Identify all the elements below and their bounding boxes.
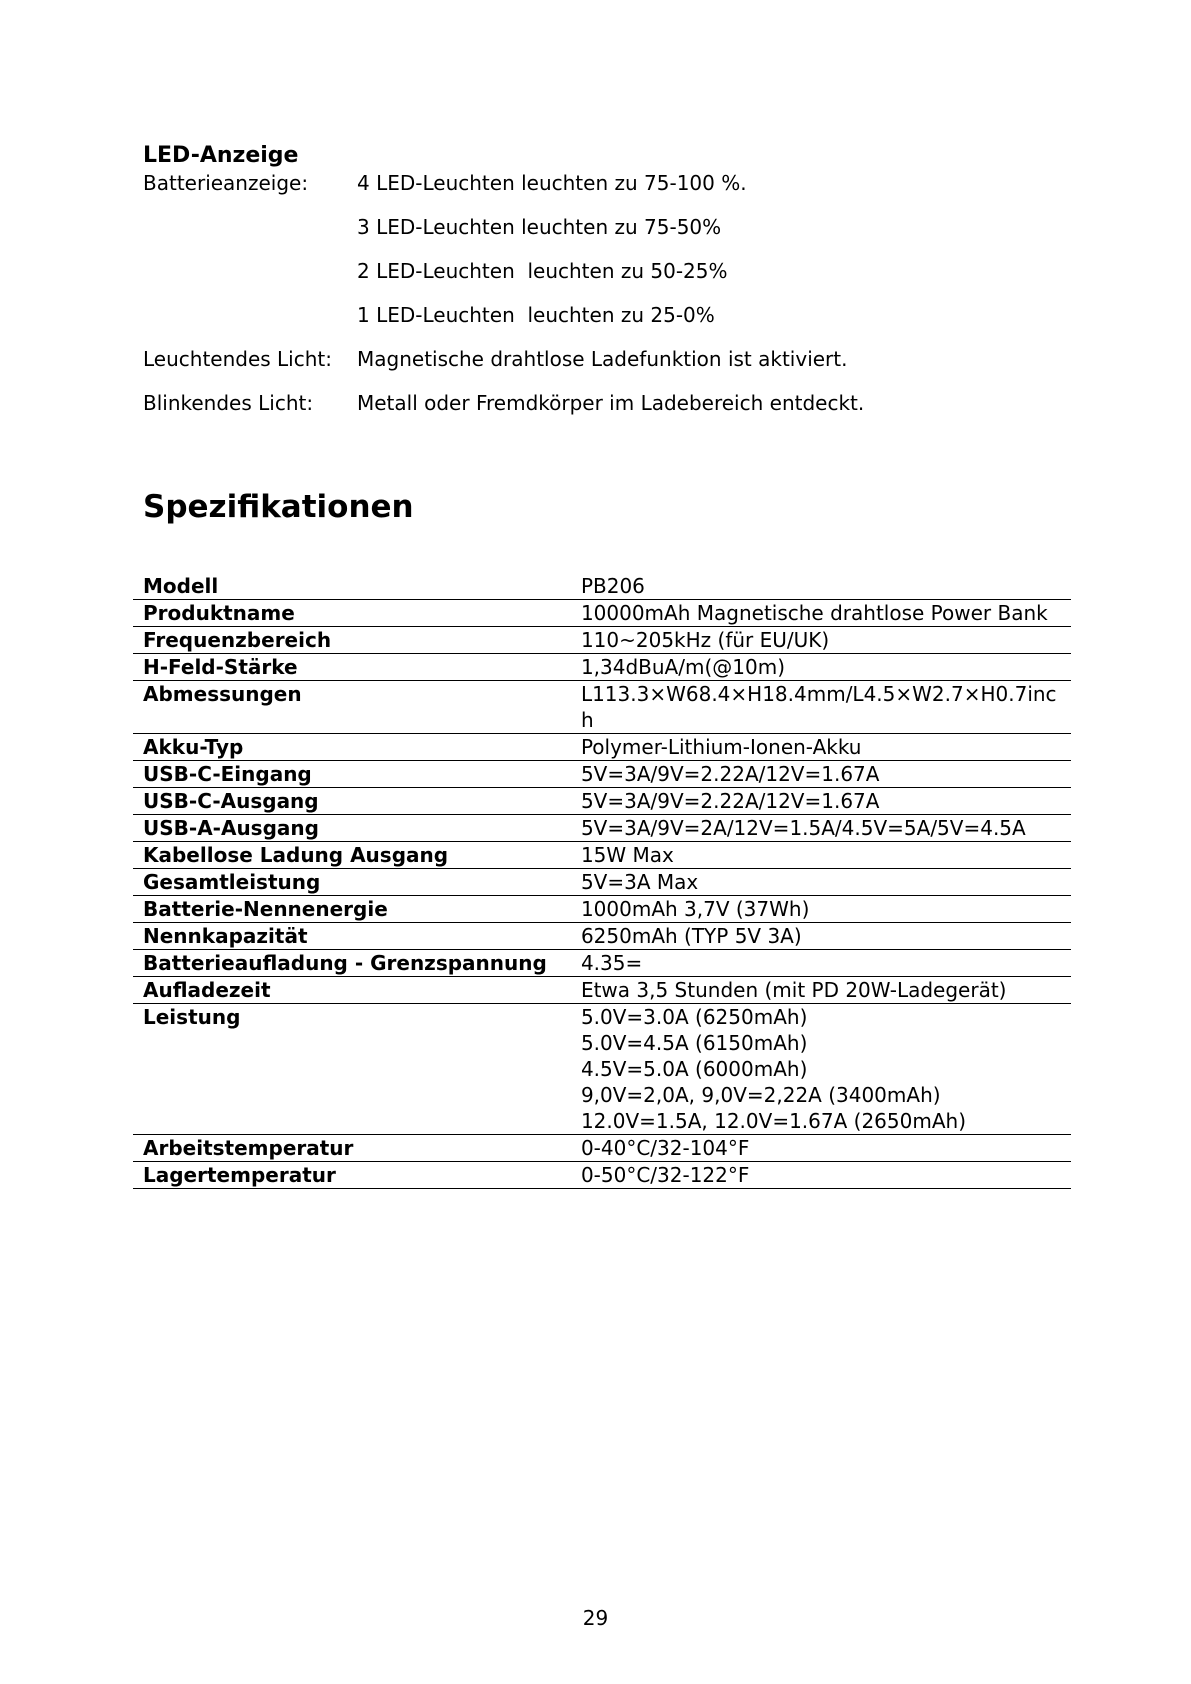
spec-value — [570, 842, 1071, 869]
spec-row — [133, 600, 1071, 627]
spec-value-line: Etwa 3,5 Stunden (mit PD 20W-Ladegerät) — [580, 978, 1007, 1002]
spec-value-line: 5.0V=3.0A (6250mAh) — [580, 1005, 808, 1029]
spec-value — [570, 788, 1071, 815]
spec-row — [133, 842, 1071, 869]
led-row-value: Metall oder Fremdkörper im Ladebereich entdeckt. — [357, 391, 865, 415]
spec-row — [133, 815, 1071, 842]
spec-row — [133, 734, 1071, 761]
spec-value-line: 10000mAh Magnetische drahtlose Power Bank — [580, 601, 1048, 625]
spec-key: Leistung — [133, 1004, 570, 1135]
spec-key: H-Feld-Stärke — [133, 654, 570, 681]
led-row — [143, 213, 1073, 241]
spec-key: Modell — [133, 573, 570, 600]
spec-key: Arbeitstemperatur — [133, 1135, 570, 1162]
spec-value — [570, 950, 1071, 977]
spec-value-line: 9,0V=2,0A, 9,0V=2,22A (3400mAh) — [580, 1083, 941, 1107]
spec-value-line: Polymer-Lithium-Ionen-Akku — [580, 735, 862, 759]
led-row — [143, 345, 1073, 373]
spec-value — [570, 896, 1071, 923]
spec-row — [133, 681, 1071, 734]
spec-key: Batterieaufladung - Grenzspannung — [133, 950, 570, 977]
spec-value-line: 1000mAh 3,7V (37Wh) — [580, 897, 810, 921]
spec-value-line: 15W Max — [580, 843, 674, 867]
spec-row — [133, 654, 1071, 681]
spec-value-line: 5V=3A/9V=2.22A/12V=1.67A — [580, 789, 880, 813]
led-row-value: 1 LED-Leuchten leuchten zu 25-0% — [357, 303, 715, 327]
spec-value — [570, 1004, 1071, 1135]
spec-value-line: 0-40°C/32-104°F — [580, 1136, 750, 1160]
spec-row — [133, 923, 1071, 950]
specifications-table-body — [133, 573, 1071, 1189]
led-row — [143, 257, 1073, 285]
led-row-label: Leuchtendes Licht: — [143, 347, 332, 371]
spec-value-line: 5V=3A/9V=2.22A/12V=1.67A — [580, 762, 880, 786]
spec-key: Gesamtleistung — [133, 869, 570, 896]
spec-row — [133, 1162, 1071, 1189]
spec-value — [570, 600, 1071, 627]
spec-value-line: 5.0V=4.5A (6150mAh) — [580, 1031, 808, 1055]
spec-key: Batterie-Nennenergie — [133, 896, 570, 923]
spec-key: Lagertemperatur — [133, 1162, 570, 1189]
spec-row — [133, 627, 1071, 654]
spec-value-line: 5V=3A Max — [580, 870, 699, 894]
spec-key: Frequenzbereich — [133, 627, 570, 654]
spec-key: USB-A-Ausgang — [133, 815, 570, 842]
spec-key: Kabellose Ladung Ausgang — [133, 842, 570, 869]
led-row-value: 3 LED-Leuchten leuchten zu 75-50% — [357, 215, 722, 239]
led-row — [143, 301, 1073, 329]
spec-row — [133, 977, 1071, 1004]
specifications-heading: Spezifikationen — [143, 489, 414, 525]
spec-row — [133, 788, 1071, 815]
spec-value — [570, 1162, 1071, 1189]
spec-value-line: 110~205kHz (für EU/UK) — [580, 628, 830, 652]
spec-value-line: 0-50°C/32-122°F — [580, 1163, 750, 1187]
led-indicator-section — [143, 143, 1073, 433]
led-section-title: LED-Anzeige — [143, 143, 299, 168]
spec-key: USB-C-Ausgang — [133, 788, 570, 815]
spec-value-line: h — [580, 708, 594, 732]
led-row-label: Batterieanzeige: — [143, 171, 309, 195]
spec-key: Produktname — [133, 600, 570, 627]
spec-row — [133, 869, 1071, 896]
led-row-label: Blinkendes Licht: — [143, 391, 314, 415]
spec-value — [570, 977, 1071, 1004]
spec-value — [570, 869, 1071, 896]
spec-row — [133, 1004, 1071, 1135]
spec-value — [570, 1135, 1071, 1162]
spec-value-line: 6250mAh (TYP 5V 3A) — [580, 924, 802, 948]
spec-value-line: 5V=3A/9V=2A/12V=1.5A/4.5V=5A/5V=4.5A — [580, 816, 1026, 840]
page-number: 29 — [582, 1606, 609, 1630]
spec-value — [570, 761, 1071, 788]
spec-value-line: 4.5V=5.0A (6000mAh) — [580, 1057, 808, 1081]
spec-key: Akku-Typ — [133, 734, 570, 761]
spec-value-line: PB206 — [580, 574, 645, 598]
spec-value — [570, 815, 1071, 842]
spec-value — [570, 681, 1071, 734]
led-row-value: 2 LED-Leuchten leuchten zu 50-25% — [357, 259, 728, 283]
spec-value — [570, 627, 1071, 654]
spec-key: Nennkapazität — [133, 923, 570, 950]
spec-row — [133, 761, 1071, 788]
spec-value-line: 1,34dBuA/m(@10m) — [580, 655, 785, 679]
spec-value-line: 4.35= — [580, 951, 643, 975]
spec-value-line: L113.3×W68.4×H18.4mm/L4.5×W2.7×H0.7inc — [580, 682, 1057, 706]
led-row — [143, 389, 1073, 417]
specifications-table — [133, 573, 1071, 1189]
spec-row — [133, 1135, 1071, 1162]
led-row-label — [143, 213, 357, 241]
spec-value — [570, 923, 1071, 950]
spec-key: Abmessungen — [133, 681, 570, 734]
spec-key: USB-C-Eingang — [133, 761, 570, 788]
led-rows — [143, 169, 1073, 417]
led-row-value: 4 LED-Leuchten leuchten zu 75-100 %. — [357, 171, 747, 195]
led-row-label — [143, 301, 357, 329]
led-row — [143, 169, 1073, 197]
spec-value — [570, 734, 1071, 761]
spec-row — [133, 573, 1071, 600]
spec-value — [570, 654, 1071, 681]
spec-row — [133, 896, 1071, 923]
led-row-label — [143, 257, 357, 285]
led-row-value: Magnetische drahtlose Ladefunktion ist aktiviert. — [357, 347, 848, 371]
spec-row — [133, 950, 1071, 977]
spec-value — [570, 573, 1071, 600]
spec-key: Aufladezeit — [133, 977, 570, 1004]
spec-value-line: 12.0V=1.5A, 12.0V=1.67A (2650mAh) — [580, 1109, 966, 1133]
